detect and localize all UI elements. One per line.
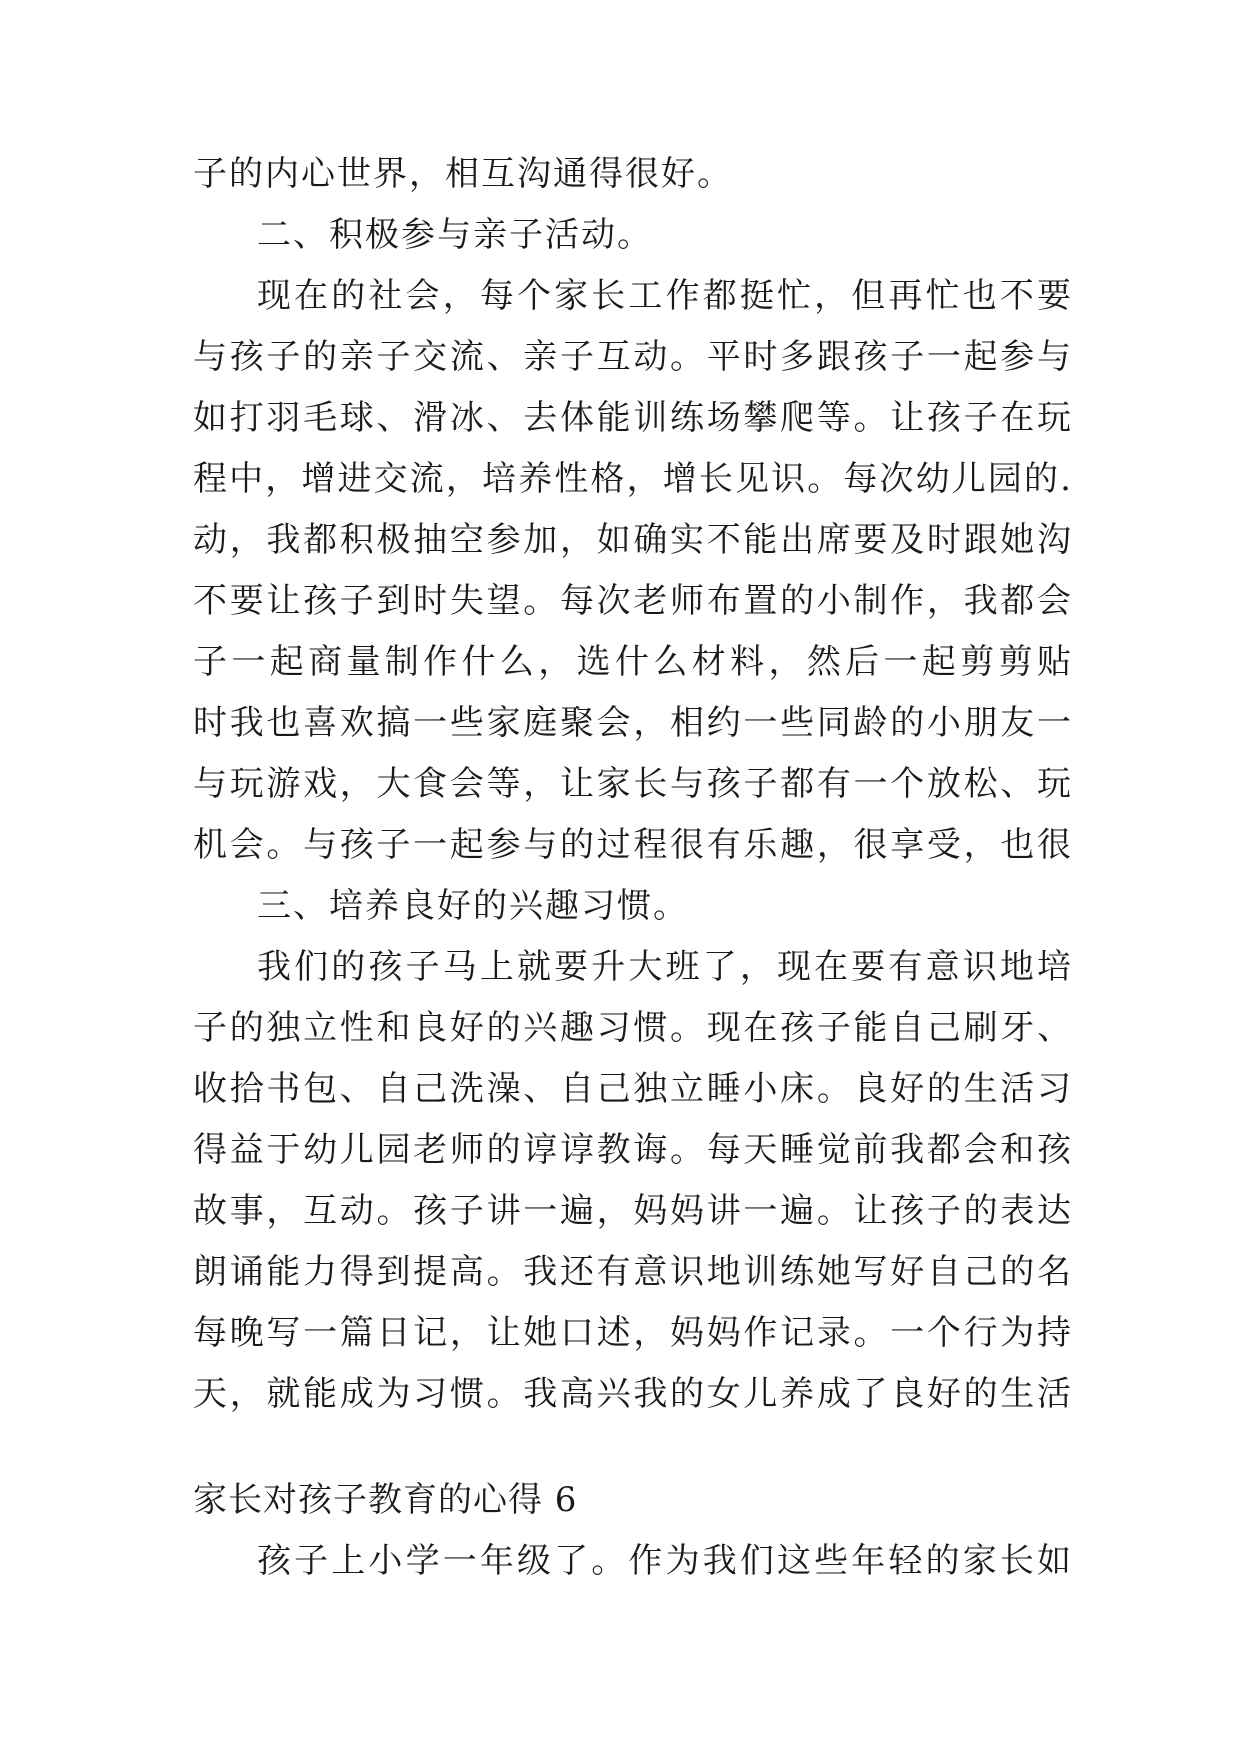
text-line: 程中，增进交流，培养性格，增长见识。每次幼儿园的. <box>193 459 1073 499</box>
text-line: 收拾书包、自己洗澡、自己独立睡小床。良好的生活习 <box>193 1069 1073 1109</box>
text-line: 如打羽毛球、滑冰、去体能训练场攀爬等。让孩子在玩 <box>193 398 1073 438</box>
text-line: 与玩游戏，大食会等，让家长与孩子都有一个放松、玩 <box>193 764 1073 804</box>
text-line: 子一起商量制作什么，选什么材料，然后一起剪剪贴 <box>193 642 1073 682</box>
text-line: 机会。与孩子一起参与的过程很有乐趣，很享受，也很 <box>193 825 1073 865</box>
text-line: 与孩子的亲子交流、亲子互动。平时多跟孩子一起参与 <box>193 337 1073 377</box>
text-line: 不要让孩子到时失望。每次老师布置的小制作，我都会 <box>193 581 1073 621</box>
text-line: 孩子上小学一年级了。作为我们这些年轻的家长如 <box>257 1541 1073 1581</box>
text-line: 朗诵能力得到提高。我还有意识地训练她写好自己的名 <box>193 1252 1073 1292</box>
text-line: 子的独立性和良好的兴趣习惯。现在孩子能自己刷牙、 <box>193 1008 1073 1048</box>
text-line: 子的内心世界，相互沟通得很好。 <box>193 154 733 194</box>
text-line: 时我也喜欢搞一些家庭聚会，相约一些同龄的小朋友一 <box>193 703 1073 743</box>
text-line: 每晚写一篇日记，让她口述，妈妈作记录。一个行为持 <box>193 1313 1073 1353</box>
article-heading: 家长对孩子教育的心得 6 <box>193 1480 578 1520</box>
section-heading: 三、培养良好的兴趣习惯。 <box>257 886 689 926</box>
text-line: 得益于幼儿园老师的谆谆教诲。每天睡觉前我都会和孩 <box>193 1130 1073 1170</box>
text-line: 动，我都积极抽空参加，如确实不能出席要及时跟她沟 <box>193 520 1073 560</box>
text-line: 故事，互动。孩子讲一遍，妈妈讲一遍。让孩子的表达 <box>193 1191 1073 1231</box>
text-line: 现在的社会，每个家长工作都挺忙，但再忙也不要 <box>257 276 1073 316</box>
text-line: 我们的孩子马上就要升大班了，现在要有意识地培 <box>257 947 1073 987</box>
section-heading: 二、积极参与亲子活动。 <box>257 215 653 255</box>
text-line: 天，就能成为习惯。我高兴我的女儿养成了良好的生活 <box>193 1374 1073 1414</box>
